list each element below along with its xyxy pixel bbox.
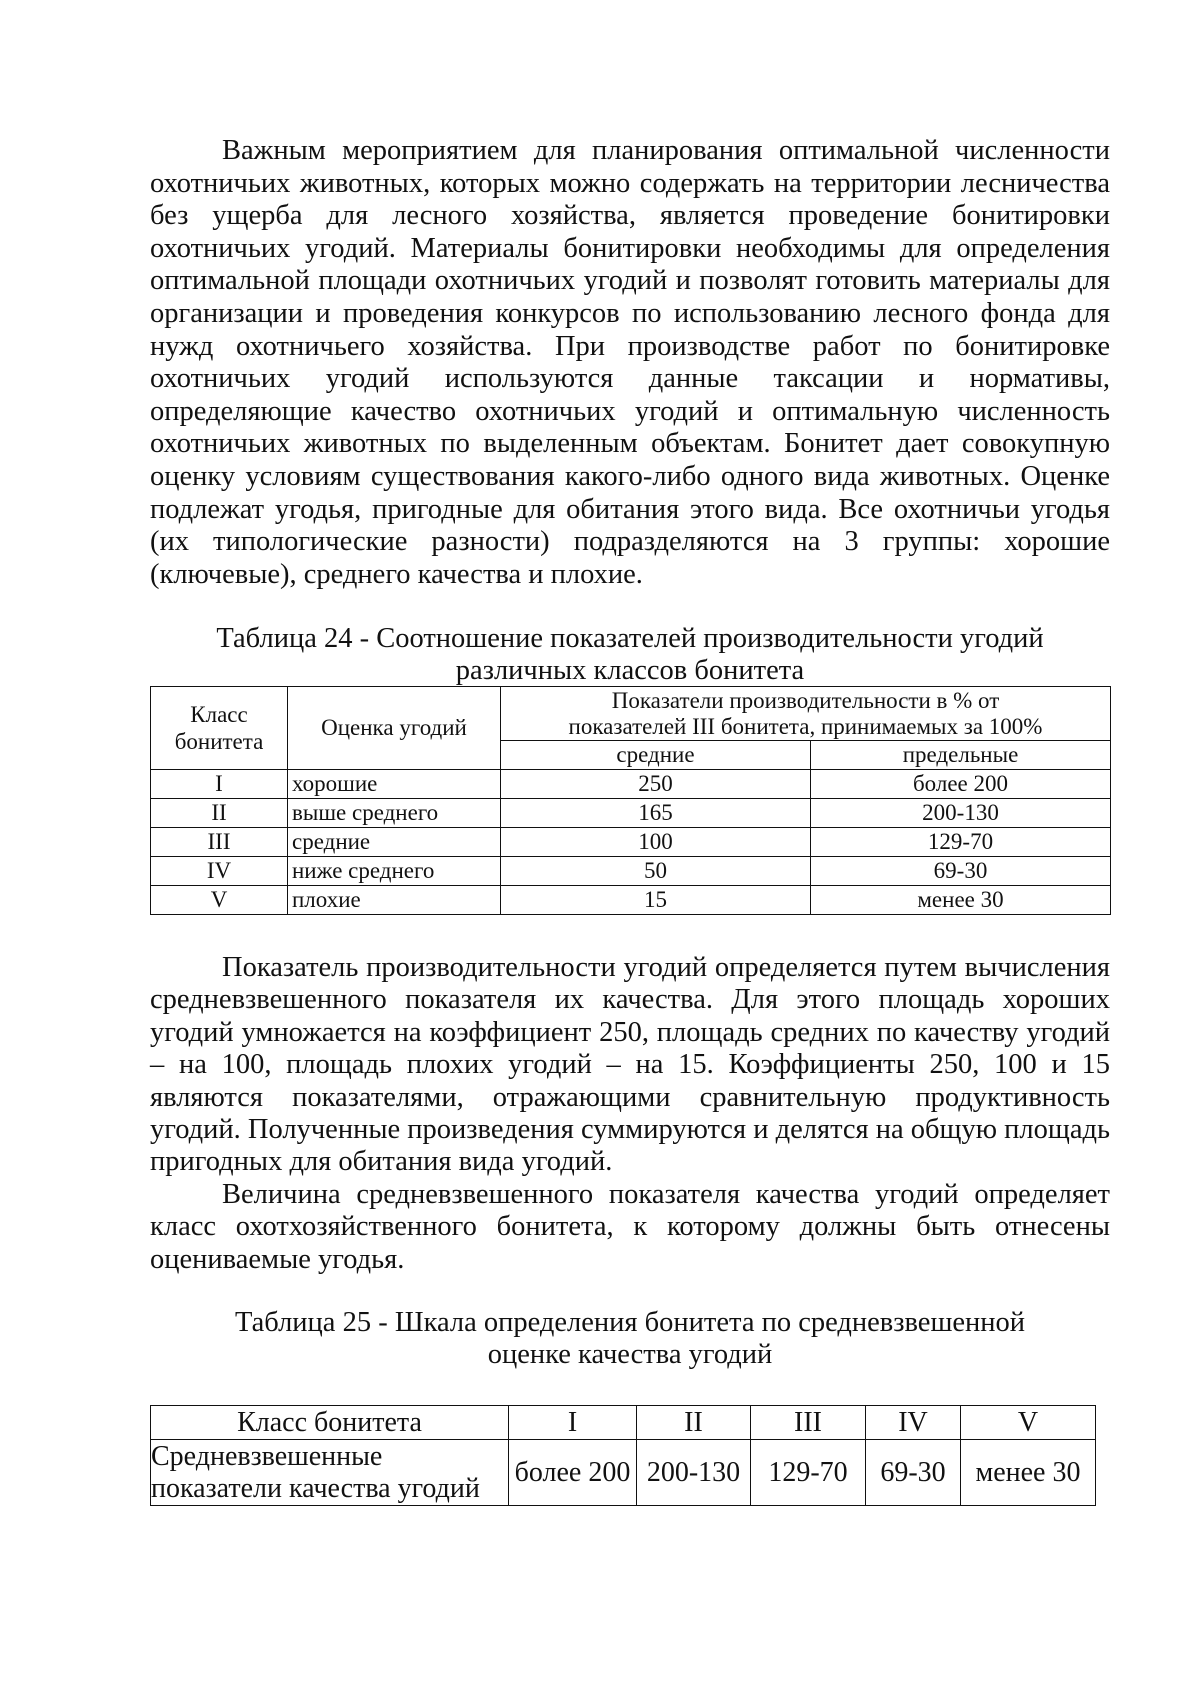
cell-limit: 69-30 xyxy=(811,857,1111,886)
cell-class: V xyxy=(151,886,288,915)
cell-row-label xyxy=(151,1440,509,1506)
cell-average: 100 xyxy=(501,828,811,857)
table-row xyxy=(151,886,1111,915)
cell-row-label: Класс бонитета xyxy=(151,1406,509,1440)
table-row xyxy=(151,828,1111,857)
cell-average: 250 xyxy=(501,770,811,799)
header-indicators-line-2: показателей III бонитета, принимаемых за 100% xyxy=(568,713,1043,739)
cell-average: 50 xyxy=(501,857,811,886)
header-class: Класс бонитета xyxy=(151,687,288,770)
table-25-caption-line-1: Таблица 25 - Шкала определения бонитета по средневзвешенной xyxy=(234,1307,1026,1338)
cell-rating: плохие xyxy=(288,886,501,915)
table-25-caption xyxy=(150,1307,1110,1371)
table-row xyxy=(151,1406,1096,1440)
cell-average: 165 xyxy=(501,799,811,828)
header-indicators-line-1: Показатели производительности в % от xyxy=(611,687,1000,713)
table-24-caption-line-2: различных классов бонитета xyxy=(455,655,805,686)
cell-value: 69-30 xyxy=(866,1440,961,1506)
cell-rating: хорошие xyxy=(288,770,501,799)
cell-class: V xyxy=(961,1406,1096,1440)
table-row xyxy=(151,1440,1096,1506)
paragraph-bonitet-intro: Важным мероприятием для планирования оптимальной численности охотничьих животных, которых можно содержать на территории лесничества без ущерба для лесного хозяйства, является проведение бонитировки охотничьих угодий. Материалы бонитировки необходимы для определения оптимальной площади охотничьих угодий и позволят готовить материалы для организации и проведения конкурсов по использованию лесного фонда для нужд охотничьего хозяйства. При производстве работ по бонитировке охотничьих угодий используются данные таксации и нормативы, определяющие качество охотничьих угодий и оптимальную численность охотничьих животных по выделенным объектам. Бонитет дает совокупную оценку условиям существования какого-либо одного вида животных. Оценке подлежат угодья, пригодные для обитания этого вида. Все охотничьи угодья (их типологические разности) подразделяются на 3 группы: хорошие (ключевые), среднего качества и плохие. xyxy=(150,135,1110,590)
cell-value: более 200 xyxy=(509,1440,637,1506)
cell-limit: 129-70 xyxy=(811,828,1111,857)
table-24-caption xyxy=(150,623,1110,687)
table-25-caption-line-2: оценке качества угодий xyxy=(487,1339,773,1370)
cell-row-label-line-1: Средневзвешенные xyxy=(151,1440,383,1472)
cell-rating: средние xyxy=(288,828,501,857)
table-24-caption-line-1: Таблица 24 - Соотношение показателей производительности угодий xyxy=(216,623,1044,654)
table-24 xyxy=(150,686,1111,915)
cell-class: II xyxy=(637,1406,751,1440)
cell-class: IV xyxy=(866,1406,961,1440)
table-row xyxy=(151,770,1111,799)
cell-class: II xyxy=(151,799,288,828)
table-25 xyxy=(150,1405,1096,1506)
cell-rating: ниже среднего xyxy=(288,857,501,886)
cell-class: IV xyxy=(151,857,288,886)
cell-limit: менее 30 xyxy=(811,886,1111,915)
paragraph-productivity-calculation: Показатель производительности угодий определяется путем вычисления средневзвешенного показателя их качества. Для этого площадь хороших угодий умножается на коэффициент 250, площадь средних по качеству угодий – на 100, площадь плохих угодий – на 15. Коэффициенты 250, 100 и 15 являются показателями, отражающими сравнительную продуктивность угодий. Полученные произведения суммируются и делятся на общую площадь пригодных для обитания вида угодий. xyxy=(150,952,1110,1178)
header-rating: Оценка угодий xyxy=(288,687,501,770)
header-indicators xyxy=(501,687,1111,741)
cell-limit: более 200 xyxy=(811,770,1111,799)
cell-class: III xyxy=(151,828,288,857)
cell-value: менее 30 xyxy=(961,1440,1096,1506)
header-average: средние xyxy=(501,741,811,770)
paragraph-weighted-indicator: Величина средневзвешенного показателя качества угодий определяет класс охотхозяйственного бонитета, к которому должны быть отнесены оцениваемые угодья. xyxy=(150,1179,1110,1275)
cell-class: III xyxy=(751,1406,866,1440)
header-limit: предельные xyxy=(811,741,1111,770)
cell-average: 15 xyxy=(501,886,811,915)
cell-limit: 200-130 xyxy=(811,799,1111,828)
cell-rating: выше среднего xyxy=(288,799,501,828)
table-row xyxy=(151,857,1111,886)
cell-class: I xyxy=(151,770,288,799)
cell-value: 129-70 xyxy=(751,1440,866,1506)
cell-value: 200-130 xyxy=(637,1440,751,1506)
cell-class: I xyxy=(509,1406,637,1440)
cell-row-label-line-2: показатели качества угодий xyxy=(151,1472,480,1504)
table-24-header-row xyxy=(151,687,1111,741)
table-row xyxy=(151,799,1111,828)
